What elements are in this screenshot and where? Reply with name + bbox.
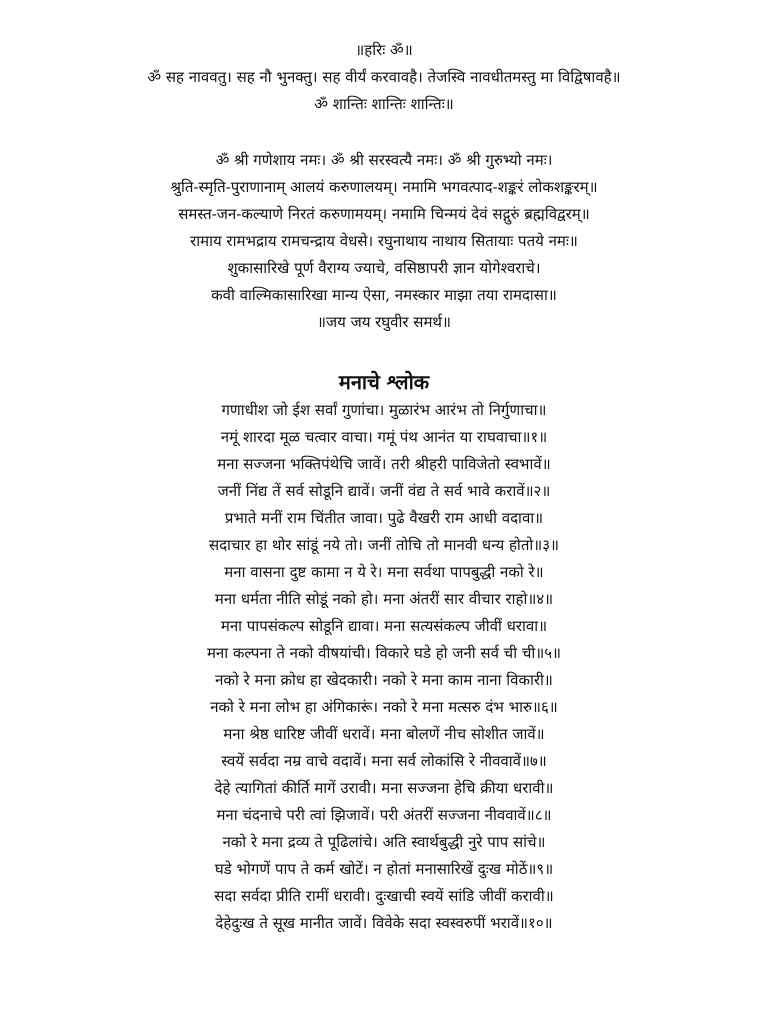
verse-line: स्वयें सर्वदा नम्र वाचे वदावें। मना सर्व लोकांसि रे नीववावें॥७॥	[221, 752, 547, 770]
verse-line: नको रे मना क्रोध हा खेदकारी। नको रे मना काम नाना विकारी॥	[215, 671, 553, 689]
verse-line: मना वासना दुष्ट कामा न ये रे। मना सर्वथा पापबुद्धी नको रे॥	[224, 563, 544, 581]
prayer-line: शुकासारिखे पूर्ण वैराग्य ज्याचे, वसिष्ठापरी ज्ञान योगेश्वराचे।	[227, 259, 541, 277]
invocation-line: ॥हरिः ॐ॥	[355, 41, 413, 59]
verse-line: घडे भोगणें पाप ते कर्म खोटें। न होतां मनासारिखें दुःख मोठें॥९॥	[214, 860, 554, 878]
prayer-line: रामाय रामभद्राय रामचन्द्राय वेधसे। रघुनाथाय नाथाय सितायाः पतये नमः॥	[190, 232, 578, 250]
verse-line: देहे त्यागितां कीर्ति मागें उरावी। मना सज्जना हेचि क्रीया धरावी॥	[214, 779, 554, 797]
invocation-line: ॐ शान्तिः शान्तिः शान्तिः॥	[314, 95, 454, 113]
verse-line: जनीं निंद्य तें सर्व सोडूनि द्यावें। जनीं वंद्य ते सर्व भावे करावें॥२॥	[217, 482, 551, 500]
verse-line: गणाधीश जो ईश सर्वां गुणांचा। मुळारंभ आरंभ तो निर्गुणाचा॥	[221, 401, 547, 419]
prayer-line: ॥जय जय रघुवीर समर्थ॥	[317, 313, 451, 331]
verse-line: नको रे मना द्रव्य ते पूढिलांचे। अति स्वार्थबुद्धी नुरे पाप सांचे॥	[222, 833, 546, 851]
prayer-line: ॐ श्री गणेशाय नमः। ॐ श्री सरस्वत्यै नमः। ॐ श्री गुरुभ्यो नमः।	[215, 151, 553, 169]
prayer-line: समस्त-जन-कल्याणे निरतं करुणामयम्। नमामि चिन्मयं देवं सद्गुरुं ब्रह्मविद्वरम्॥	[178, 205, 590, 223]
prayer-line: श्रुति-स्मृति-पुराणानाम् आलयं करुणालयम्। नमामि भगवत्पाद-शङ्करं लोकशङ्करम्॥	[170, 178, 598, 196]
verse-line: प्रभाते मनीं राम चिंतीत जावा। पुढे वैखरी राम आधी वदावा॥	[224, 509, 544, 527]
verse-line: सदा सर्वदा प्रीति रामीं धरावी। दुःखाची स्वयें सांडि जीवीं करावी॥	[214, 887, 554, 905]
verse-line: मना चंदनाचे परी त्वां झिजावें। परी अंतरीं सज्जना नीववावें॥८॥	[216, 806, 552, 824]
verse-line: नको रे मना लोभ हा अंगिकारूं। नको रे मना मत्सरु दंभ भारु॥६॥	[210, 698, 558, 716]
prayer-line: कवी वाल्मिकासारिखा मान्य ऐसा, नमस्कार माझा तया रामदासा॥	[211, 286, 557, 304]
verse-line: मना सज्जना भक्तिपंथेचि जावें। तरी श्रीहरी पाविजेतो स्वभावें॥	[217, 455, 551, 473]
verse-line: मना पापसंकल्प सोडूनि द्यावा। मना सत्यसंकल्प जीवीं धरावा॥	[220, 617, 548, 635]
invocation-line: ॐ सह नाववतु। सह नौ भुनक्तु। सह वीर्यं करवावहै। तेजस्वि नावधीतमस्तु मा विद्विषावहै॥	[147, 68, 621, 86]
section-title: मनाचे श्लोक	[338, 370, 430, 394]
verse-line: नमूं शारदा मूळ चत्वार वाचा। गमूं पंथ आनंत या राघवाचा॥१॥	[220, 428, 548, 446]
verse-line: सदाचार हा थोर सांडूं नये तो। जनीं तोचि तो मानवी धन्य होतो॥३॥	[208, 536, 560, 554]
verse-line: मना श्रेष्ठ धारिष्ट जीवीं धरावें। मना बोलणें नीच सोशीत जावें॥	[223, 725, 545, 743]
verse-line: मना कल्पना ते नको वीषयांची। विकारे घडे हो जनी सर्व ची ची॥५॥	[206, 644, 562, 662]
verse-line: मना धर्मता नीति सोडूं नको हो। मना अंतरीं सार वीचार राहो॥४॥	[214, 590, 554, 608]
verse-line: देहेदुःख ते सूख मानीत जावें। विवेके सदा स्वस्वरुपीं भरावें॥१०॥	[215, 914, 553, 932]
